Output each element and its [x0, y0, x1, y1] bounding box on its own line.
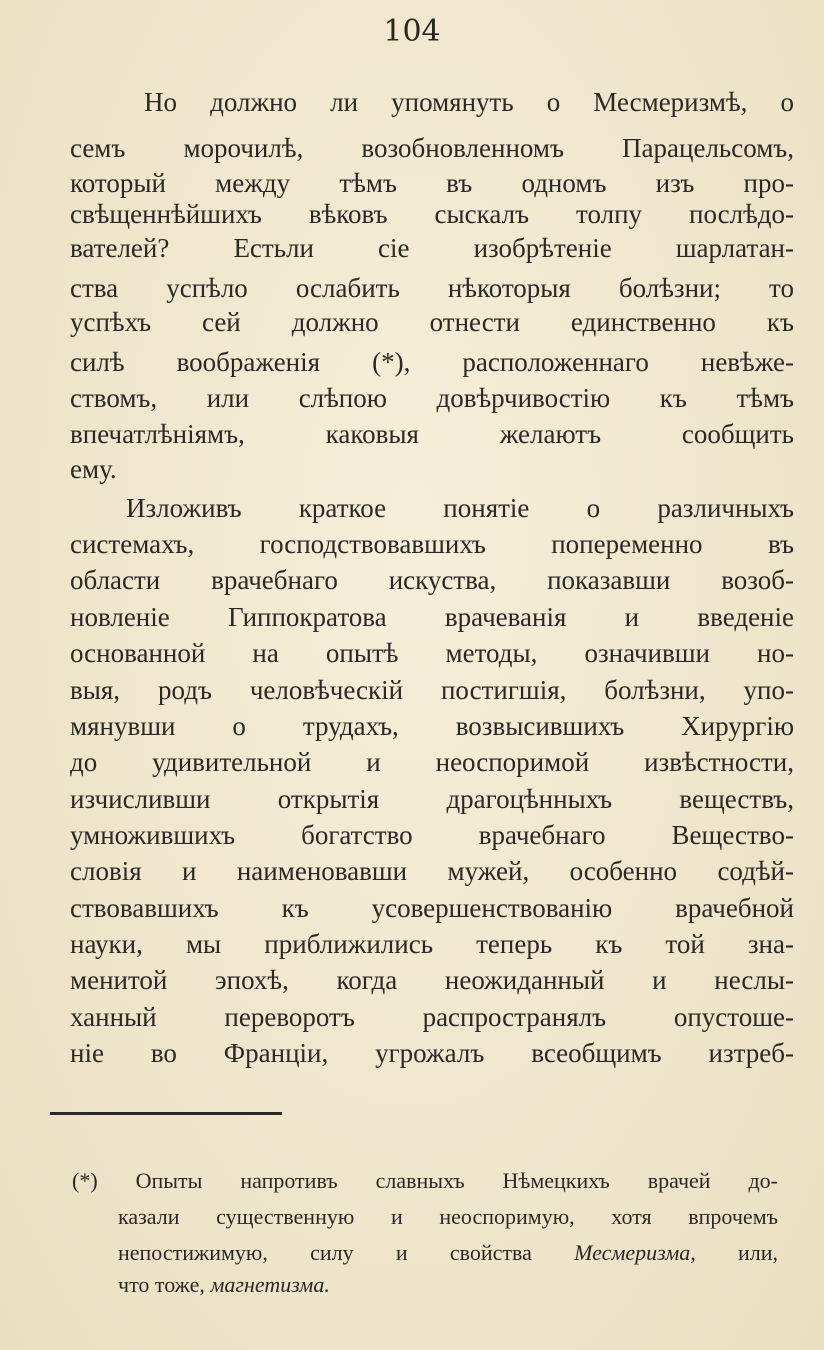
text-line: впечатлѣніямъ, каковыя желаютъ сообщить [70, 419, 794, 449]
footnote-text: что тоже, [118, 1272, 205, 1297]
text-line: основанной на опытѣ методы, означивши но- [70, 638, 794, 668]
footnote-line: казали существенную и неоспоримую, хотя впрочемъ [118, 1204, 778, 1229]
text-line: ствомъ, или слѣпою довѣрчивостію къ тѣмъ [70, 383, 794, 413]
footnote-text: Опыты напротивъ славныхъ Нѣмецкихъ врачей до- [135, 1168, 778, 1193]
text-line: ханный переворотъ распространялъ опустоше- [70, 1002, 794, 1032]
text-line: выя, родъ человѣческій постигшія, болѣзни, упо- [70, 675, 794, 705]
footnote-line [72, 1164, 778, 1198]
text-line: ему. [70, 454, 117, 484]
text-line: словія и наименовавши мужей, особенно содѣй- [70, 856, 794, 886]
text-line: мянувши о трудахъ, возвысившихъ Хирургію [70, 711, 794, 741]
footnote-line [118, 1236, 778, 1270]
text-line: свѣщеннѣйшихъ вѣковъ сыскалъ толпу послѣдо- [70, 199, 794, 229]
text-line: Но должно ли упомянуть о Месмеризмѣ, о [144, 87, 794, 117]
text-line: успѣхъ сей должно отнести единственно къ [70, 307, 794, 337]
text-line: умножившихъ богатство врачебнаго Веществo- [70, 820, 794, 850]
text-line: силѣ воображенія (*), расположеннаго невѣже- [70, 347, 794, 377]
footnote-line [118, 1268, 778, 1302]
text-line: изчисливши открытія драгоцѣнныхъ веществъ, [70, 784, 794, 814]
text-line: новленіе Гиппократова врачеванія и введеніе [70, 602, 794, 632]
text-line: менитой эпохѣ, когда неожиданный и неслы- [70, 965, 794, 995]
footnote-text: непостижимую, силу и свойства [118, 1240, 532, 1265]
footnote-italic-term: магнетизма. [210, 1272, 330, 1297]
text-line: области врачебнаго искуства, показавши возоб- [70, 565, 794, 595]
text-line: ства успѣло ослабить нѣкоторыя болѣзни; то [70, 273, 794, 303]
page-number: 104 [383, 14, 441, 49]
text-line: системахъ, господствовавшихъ попеременно въ [70, 529, 794, 559]
text-line: до удивительной и неоспоримой извѣстности, [70, 747, 794, 777]
text-line: ніе во Франціи, угрожалъ всеобщимъ изтреб- [70, 1038, 794, 1068]
text-line: Изложивъ краткое понятіе о различныхъ [126, 493, 794, 523]
footnote-marker: (*) [72, 1168, 98, 1193]
text-line: вателей? Естьли сіе изобрѣтеніе шарлатан- [70, 233, 794, 263]
footnote-text: или, [737, 1240, 778, 1265]
footnote-italic-term: Месмеризма, [574, 1240, 696, 1265]
text-line: ствовавшихъ къ усовершенствованію врачебной [70, 893, 794, 923]
text-line: науки, мы приближились теперь къ той зна- [70, 929, 794, 959]
text-line: который между тѣмъ въ одномъ изъ про- [70, 168, 794, 198]
footnote-separator [50, 1112, 282, 1115]
text-line: семъ морочилѣ, возобновленномъ Парацельсомъ, [70, 133, 794, 163]
